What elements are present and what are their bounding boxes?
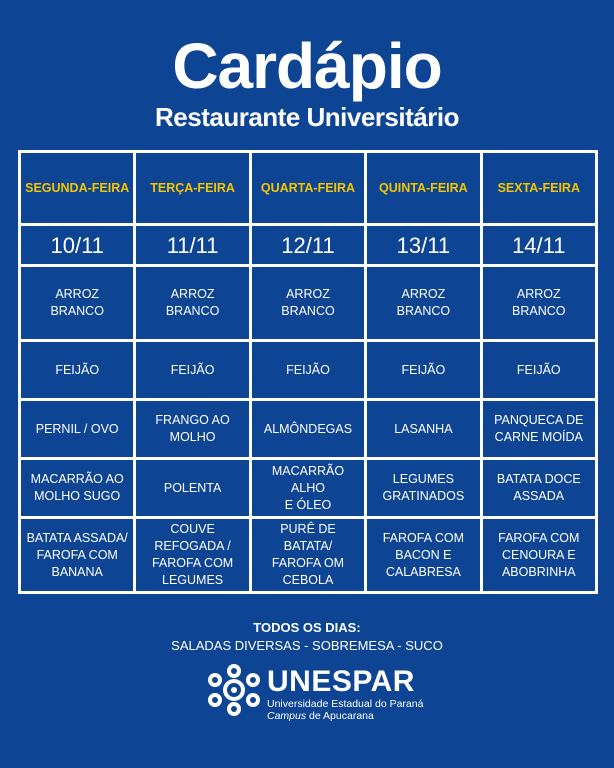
logo-campus-rest: de Apucarana (306, 710, 374, 722)
menu-cell: MACARRÃO AO MOLHO SUGO (20, 459, 135, 518)
date-cell: 14/11 (481, 225, 596, 266)
logo-name: UNESPAR (267, 665, 415, 698)
menu-cell: FAROFA COM BACON E CALABRESA (366, 518, 481, 593)
page-subtitle: Restaurante Universitário (155, 102, 459, 132)
menu-row (20, 518, 597, 593)
menu-cell: PURÊ DE BATATA/ FAROFA OM CEBOLA (250, 518, 365, 593)
logo-subtitle: Universidade Estadual do Paraná (267, 698, 424, 710)
menu-cell: FRANGO AO MOLHO (135, 400, 250, 459)
menu-row (20, 459, 597, 518)
menu-cell: ARROZ BRANCO (20, 266, 135, 341)
menu-cell: PERNIL / OVO (20, 400, 135, 459)
day-header: QUARTA-FEIRA (250, 152, 365, 225)
day-header: SEXTA-FEIRA (481, 152, 596, 225)
menu-row (20, 341, 597, 400)
menu-cell: COUVE REFOGADA / FAROFA COM LEGUMES (135, 518, 250, 593)
menu-cell: ARROZ BRANCO (250, 266, 365, 341)
menu-cell: FEIJÃO (20, 341, 135, 400)
dates-row (20, 225, 597, 266)
unespar-emblem-icon (204, 662, 264, 718)
page-title: Cardápio (172, 30, 442, 102)
day-header: TERÇA-FEIRA (135, 152, 250, 225)
menu-cell: LEGUMES GRATINADOS (366, 459, 481, 518)
date-cell: 13/11 (366, 225, 481, 266)
day-header: SEGUNDA-FEIRA (20, 152, 135, 225)
menu-cell: FEIJÃO (366, 341, 481, 400)
footer-text: SALADAS DIVERSAS - SOBREMESA - SUCO (171, 638, 443, 653)
date-cell: 10/11 (20, 225, 135, 266)
logo-campus (267, 710, 374, 722)
menu-cell: ALMÔNDEGAS (250, 400, 365, 459)
menu-cell: BATATA ASSADA/ FAROFA COM BANANA (20, 518, 135, 593)
date-cell: 12/11 (250, 225, 365, 266)
menu-row (20, 400, 597, 459)
menu-row (20, 266, 597, 341)
menu-cell: MACARRÃO ALHO E ÓLEO (250, 459, 365, 518)
days-row (20, 152, 597, 225)
menu-cell: PANQUECA DE CARNE MOÍDA (481, 400, 596, 459)
menu-cell: ARROZ BRANCO (366, 266, 481, 341)
menu-cell: FEIJÃO (250, 341, 365, 400)
menu-cell: LASANHA (366, 400, 481, 459)
menu-cell: ARROZ BRANCO (135, 266, 250, 341)
menu-table (18, 150, 598, 594)
menu-cell: POLENTA (135, 459, 250, 518)
menu-cell: FAROFA COM CENOURA E ABOBRINHA (481, 518, 596, 593)
unespar-logo (204, 662, 434, 722)
logo-campus-italic: Campus (267, 710, 307, 722)
date-cell: 11/11 (135, 225, 250, 266)
day-header: QUINTA-FEIRA (366, 152, 481, 225)
menu-cell: FEIJÃO (481, 341, 596, 400)
menu-cell: ARROZ BRANCO (481, 266, 596, 341)
menu-cell: BATATA DOCE ASSADA (481, 459, 596, 518)
footer-title: TODOS OS DIAS: (253, 620, 361, 635)
menu-cell: FEIJÃO (135, 341, 250, 400)
